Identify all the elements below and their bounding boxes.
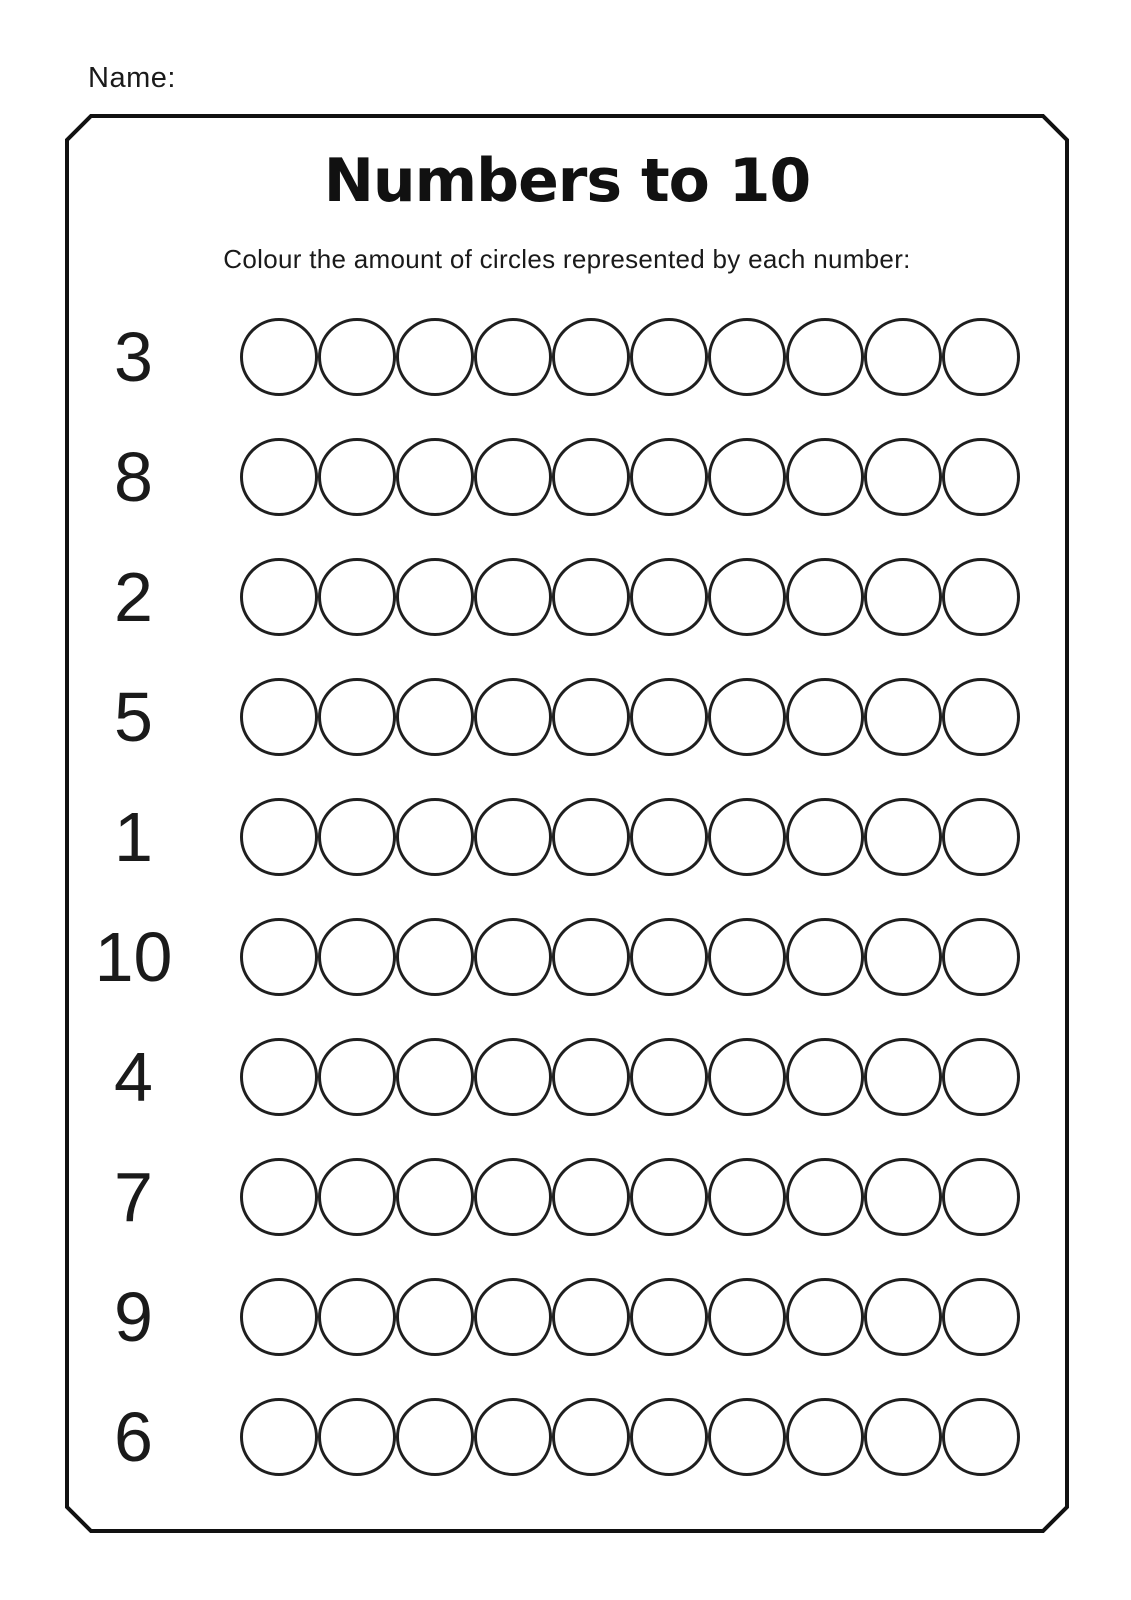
circle[interactable] xyxy=(318,1038,396,1116)
circle[interactable] xyxy=(786,678,864,756)
circle[interactable] xyxy=(708,558,786,636)
circle[interactable] xyxy=(474,918,552,996)
circle[interactable] xyxy=(630,798,708,876)
circle[interactable] xyxy=(396,798,474,876)
worksheet-title: Numbers to 10 xyxy=(323,146,811,216)
circle[interactable] xyxy=(864,1158,942,1236)
circle[interactable] xyxy=(396,1278,474,1356)
circle[interactable] xyxy=(630,1158,708,1236)
number-row xyxy=(65,657,1069,777)
circle[interactable] xyxy=(708,1038,786,1116)
row-number-label: 6 xyxy=(114,1398,153,1476)
circle[interactable] xyxy=(396,1158,474,1236)
circle[interactable] xyxy=(786,918,864,996)
row-number-label: 9 xyxy=(114,1278,153,1356)
number-row xyxy=(65,297,1069,417)
circle[interactable] xyxy=(942,798,1020,876)
circle[interactable] xyxy=(552,798,630,876)
circle[interactable] xyxy=(552,318,630,396)
circle[interactable] xyxy=(552,438,630,516)
circle[interactable] xyxy=(474,678,552,756)
circle[interactable] xyxy=(708,318,786,396)
circle[interactable] xyxy=(942,318,1020,396)
circle[interactable] xyxy=(552,1278,630,1356)
row-number-label: 8 xyxy=(114,438,153,516)
circle[interactable] xyxy=(552,1038,630,1116)
number-row xyxy=(65,1137,1069,1257)
circle[interactable] xyxy=(318,1398,396,1476)
circle[interactable] xyxy=(318,318,396,396)
circle[interactable] xyxy=(864,1038,942,1116)
circle[interactable] xyxy=(942,438,1020,516)
circle[interactable] xyxy=(864,438,942,516)
circle[interactable] xyxy=(318,558,396,636)
circle[interactable] xyxy=(552,1398,630,1476)
number-row xyxy=(65,1377,1069,1497)
circle[interactable] xyxy=(240,1038,318,1116)
circle[interactable] xyxy=(864,678,942,756)
circle[interactable] xyxy=(474,798,552,876)
circle[interactable] xyxy=(864,918,942,996)
circles-group xyxy=(240,798,1020,876)
circle[interactable] xyxy=(942,1278,1020,1356)
circle[interactable] xyxy=(474,1038,552,1116)
circle[interactable] xyxy=(942,678,1020,756)
circle[interactable] xyxy=(474,1398,552,1476)
circle[interactable] xyxy=(708,1278,786,1356)
number-row xyxy=(65,537,1069,657)
circle[interactable] xyxy=(396,1038,474,1116)
circle[interactable] xyxy=(240,438,318,516)
worksheet-instructions: Colour the amount of circles represented by each number: xyxy=(223,244,911,274)
circle[interactable] xyxy=(630,1278,708,1356)
circle[interactable] xyxy=(396,558,474,636)
circle[interactable] xyxy=(396,678,474,756)
circle[interactable] xyxy=(474,1158,552,1236)
circles-group xyxy=(240,558,1020,636)
circle[interactable] xyxy=(786,1398,864,1476)
circle[interactable] xyxy=(630,1398,708,1476)
circles-group xyxy=(240,918,1020,996)
row-number-label: 7 xyxy=(114,1158,153,1236)
circles-group xyxy=(240,678,1020,756)
circle[interactable] xyxy=(786,438,864,516)
circle[interactable] xyxy=(864,318,942,396)
circle[interactable] xyxy=(630,918,708,996)
circle[interactable] xyxy=(630,1038,708,1116)
circle[interactable] xyxy=(396,1398,474,1476)
circles-group xyxy=(240,318,1020,396)
circles-group xyxy=(240,1278,1020,1356)
row-number-label: 1 xyxy=(114,798,153,876)
circle[interactable] xyxy=(318,1158,396,1236)
circle[interactable] xyxy=(240,1158,318,1236)
circle[interactable] xyxy=(708,438,786,516)
row-number-label: 2 xyxy=(114,558,153,636)
circle[interactable] xyxy=(630,558,708,636)
circle[interactable] xyxy=(630,318,708,396)
circle[interactable] xyxy=(240,318,318,396)
circles-group xyxy=(240,1158,1020,1236)
row-number-label: 3 xyxy=(114,318,153,396)
circle[interactable] xyxy=(864,558,942,636)
circle[interactable] xyxy=(864,798,942,876)
circles-group xyxy=(240,1398,1020,1476)
circle[interactable] xyxy=(864,1398,942,1476)
circle[interactable] xyxy=(786,318,864,396)
circle[interactable] xyxy=(786,798,864,876)
circle[interactable] xyxy=(552,1158,630,1236)
circle[interactable] xyxy=(474,558,552,636)
circles-group xyxy=(240,1038,1020,1116)
row-number-label: 10 xyxy=(94,918,173,996)
row-number-label: 4 xyxy=(114,1038,153,1116)
circle[interactable] xyxy=(240,798,318,876)
circle[interactable] xyxy=(942,1038,1020,1116)
circle[interactable] xyxy=(708,798,786,876)
circle[interactable] xyxy=(786,558,864,636)
circle[interactable] xyxy=(864,1278,942,1356)
circle[interactable] xyxy=(786,1278,864,1356)
circle[interactable] xyxy=(708,1398,786,1476)
circle[interactable] xyxy=(630,678,708,756)
circle[interactable] xyxy=(708,678,786,756)
number-row xyxy=(65,777,1069,897)
circle[interactable] xyxy=(240,918,318,996)
circle[interactable] xyxy=(552,678,630,756)
rows-container xyxy=(65,297,1069,1497)
circle[interactable] xyxy=(396,318,474,396)
row-number-label: 5 xyxy=(114,678,153,756)
number-row xyxy=(65,1257,1069,1377)
circle[interactable] xyxy=(942,1158,1020,1236)
circle[interactable] xyxy=(708,1158,786,1236)
circle[interactable] xyxy=(318,918,396,996)
circle[interactable] xyxy=(786,1158,864,1236)
circle[interactable] xyxy=(240,678,318,756)
circle[interactable] xyxy=(942,558,1020,636)
circle[interactable] xyxy=(396,918,474,996)
circle[interactable] xyxy=(318,1278,396,1356)
circle[interactable] xyxy=(552,558,630,636)
number-row xyxy=(65,897,1069,1017)
circle[interactable] xyxy=(942,1398,1020,1476)
circle[interactable] xyxy=(630,438,708,516)
circle[interactable] xyxy=(240,1398,318,1476)
circle[interactable] xyxy=(396,438,474,516)
circle[interactable] xyxy=(318,438,396,516)
circles-group xyxy=(240,438,1020,516)
circle[interactable] xyxy=(474,438,552,516)
circle[interactable] xyxy=(552,918,630,996)
number-row xyxy=(65,417,1069,537)
circle[interactable] xyxy=(474,318,552,396)
circle[interactable] xyxy=(474,1278,552,1356)
name-label: Name: xyxy=(88,62,176,94)
circle[interactable] xyxy=(786,1038,864,1116)
circle[interactable] xyxy=(708,918,786,996)
number-row xyxy=(65,1017,1069,1137)
circle[interactable] xyxy=(318,798,396,876)
circle[interactable] xyxy=(318,678,396,756)
circle[interactable] xyxy=(240,558,318,636)
circle[interactable] xyxy=(240,1278,318,1356)
circle[interactable] xyxy=(942,918,1020,996)
